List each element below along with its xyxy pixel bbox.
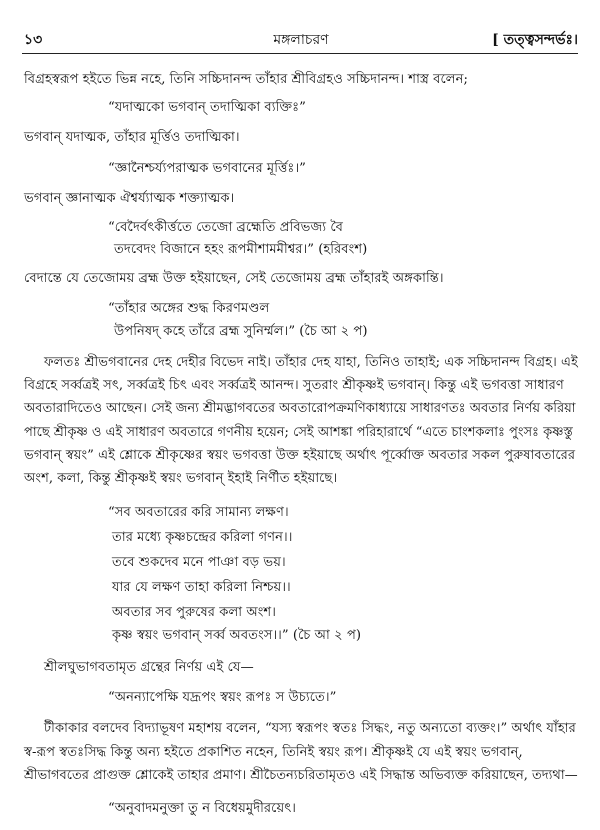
- quote-line: “অনুবাদমনুক্তা তু ন বিধেয়মুদীরয়েৎ।: [108, 801, 296, 816]
- chapter-title: মঙ্গলাচরণ: [273, 32, 329, 48]
- body-line: ভগবান্ স্বয়ং” এই শ্লোকে শ্রীকৃষ্ণের স্বয়ং ভগবত্তা উক্ত হইয়াছে অর্থাৎ পূর্ব্বোক্ত অবতার সকল পুরুষাবতারের: [24, 448, 576, 463]
- quote-line: “অনন্যাপেক্ষি যদ্রূপং স্বয়ং রূপঃ স উচ্যতে।”: [108, 690, 337, 705]
- body-line: শ্রীভাগবতের প্রাগুক্ত শ্লোকেই তাহার প্রমাণ। শ্রীচৈতন্যচরিতামৃতও এই সিদ্ধান্ত অভিব্যক্ত করিয়াছেন, তদ্যথা—: [24, 768, 578, 783]
- quote-line: “জ্ঞানৈশ্চর্য্যপরাত্মক ভগবানের মূর্ত্তিঃ।”: [108, 161, 306, 176]
- body-line: স্ব-রূপ স্বতঃসিদ্ধ কিন্তু অন্য হইতে প্রকাশিত নহেন, তিনিই স্বয়ং রূপ। শ্রীকৃষ্ণই যে এই স্বয়ং ভগবান্,: [24, 745, 523, 760]
- body-line: ভগবান্ যদাত্মক, তাঁহার মূর্ত্তিও তদাত্মিকা।: [24, 130, 240, 145]
- book-title: [ তত্ত্বসন্দর্ভঃ।: [492, 32, 578, 48]
- verse-line: কৃষ্ণ স্বয়ং ভগবান্ সর্ব্ব অবতংস।।” (চৈ আ ২ প): [112, 628, 362, 643]
- body-line: পাছে শ্রীকৃষ্ণ ও এই সাধারণ অবতারে গণনীয় হয়েন; সেই আশঙ্কা পরিহারার্থে “এতে চাংশকলাঃ পুংসঃ কৃষ্ণস্তু: [24, 425, 573, 440]
- body-line: ফলতঃ শ্রীভগবানের দেহ দেহীর বিভেদ নাই। তাঁহার দেহ যাহা, তিনিও তাহাই; এক সচ্চিদানন্দ বিগ্রহ। এই: [44, 355, 578, 370]
- body-line: শ্রীলঘুভাগবতামৃত গ্রন্থের নির্ণয় এই যে—: [44, 660, 254, 675]
- verse-line: তবে শুকদেব মনে পাঞা বড় ভয়।: [112, 555, 286, 570]
- body-line: বিগ্রহস্বরূপ হইতে ভিন্ন নহে, তিনি সচ্চিদানন্দ তাঁহার শ্রীবিগ্রহও সচ্চিদানন্দ। শাস্ত্র বলেন;: [24, 72, 468, 87]
- body-line: অবতারাদিতেও আছেন। সেই জন্য শ্রীমদ্ভাগবতের অবতারোপক্রমণিকাধ্যায়ে সাধারণতঃ অবতার নির্ণয় করিয়া: [24, 401, 576, 416]
- body-line: বিগ্রহে সর্ব্বত্রই সৎ, সর্ব্বত্রই চিৎ এবং সর্ব্বত্রই আনন্দ। সুতরাং শ্রীকৃষ্ণই ভগবান্। কিন্তু এই ভগবত্তা সাধারণ: [24, 378, 564, 393]
- quote-line: “যদাত্মকো ভগবান্ তদাত্মিকা ব্যক্তিঃ”: [108, 100, 306, 115]
- body-line: বেদান্তে যে তেজোময় ব্রহ্ম উক্ত হইয়াছেন, সেই তেজোময় ব্রহ্ম তাঁহারই অঙ্গকান্তি।: [24, 271, 444, 286]
- verse-line: “সব অবতারের করি সামান্য লক্ষণ।: [108, 505, 289, 520]
- quote-line: “বেদৈর্বৎকীর্ত্ততে তেজো ব্রহ্মেতি প্রবিভজ্য বৈ: [108, 220, 343, 235]
- quote-line: উপনিষদ্ কহে তাঁরে ব্রহ্ম সুনির্ম্মল।” (চৈ আ ২ প): [114, 324, 368, 339]
- body-line: ভগবান্ জ্ঞানাত্মক ঐশ্বর্য্যাত্মক শক্ত্যাত্মক।: [24, 191, 235, 206]
- verse-line: অবতার সব পুরুষের কলা অংশ।: [112, 605, 276, 620]
- page-header: [24, 28, 578, 50]
- quote-line: “তাঁহার অঙ্গের শুদ্ধ কিরণমণ্ডল: [108, 301, 270, 316]
- header-rule: [22, 53, 578, 54]
- verse-line: তার মধ্যে কৃষ্ণচন্দ্রের করিলা গণন।।: [112, 530, 293, 545]
- body-line: টীকাকার বলদেব বিদ্যাভূষণ মহাশয় বলেন, “যস্য স্বরূপং স্বতঃ সিদ্ধং, নতু অন্যতো ব্যক্তং।” অর্থাৎ যাঁহার: [44, 721, 576, 736]
- verse-line: যার যে লক্ষণ তাহা করিলা নিশ্চয়।।: [112, 580, 291, 595]
- body-line: অংশ, কলা, কিন্তু শ্রীকৃষ্ণই স্বয়ং ভগবান্ ইহাই নির্ণীত হইয়াছে।: [24, 471, 338, 486]
- page-number: ১৩: [24, 32, 43, 48]
- quote-line: তদবেদং বিজানে হহং রূপমীশামমীশ্বর।” (হরিবংশ): [114, 242, 368, 257]
